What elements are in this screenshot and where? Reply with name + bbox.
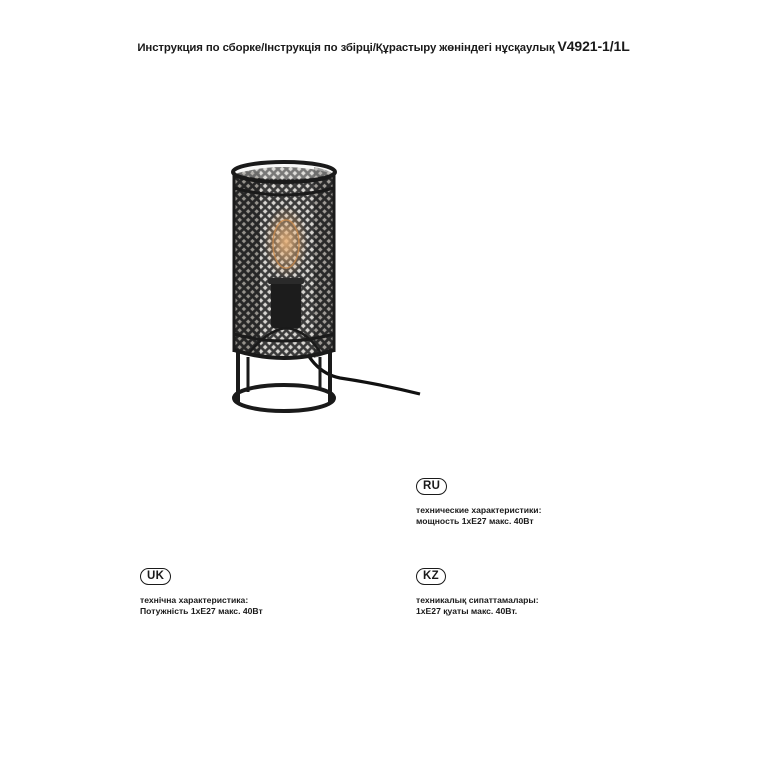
document-title: Инструкция по сборке/Інструкція по збірці/Құрастыру жөніндегі нұсқаулық: [137, 42, 555, 54]
spec-heading-ru: технические характеристики:: [416, 505, 542, 515]
mesh-table-lamp-icon: [210, 152, 430, 422]
spec-power-uk: Потужність 1хЕ27 макс. 40Вт: [140, 606, 263, 616]
language-badge-uk: UK: [140, 568, 171, 585]
spec-block-ru: [416, 478, 541, 527]
spec-power-kz: 1хЕ27 қуаты макс. 40Вт.: [416, 606, 518, 616]
spec-block-uk: [140, 568, 263, 617]
document-header: [0, 38, 767, 54]
model-number: V4921-1/1L: [557, 38, 630, 54]
language-badge-kz: KZ: [416, 568, 446, 585]
spec-block-kz: [416, 568, 539, 617]
spec-heading-kz: техникалық сипаттамалары:: [416, 595, 539, 605]
spec-power-ru: мощность 1хЕ27 макс. 40Вт: [416, 516, 534, 526]
language-badge-ru: RU: [416, 478, 447, 495]
spec-heading-uk: технічна характеристика:: [140, 595, 249, 605]
